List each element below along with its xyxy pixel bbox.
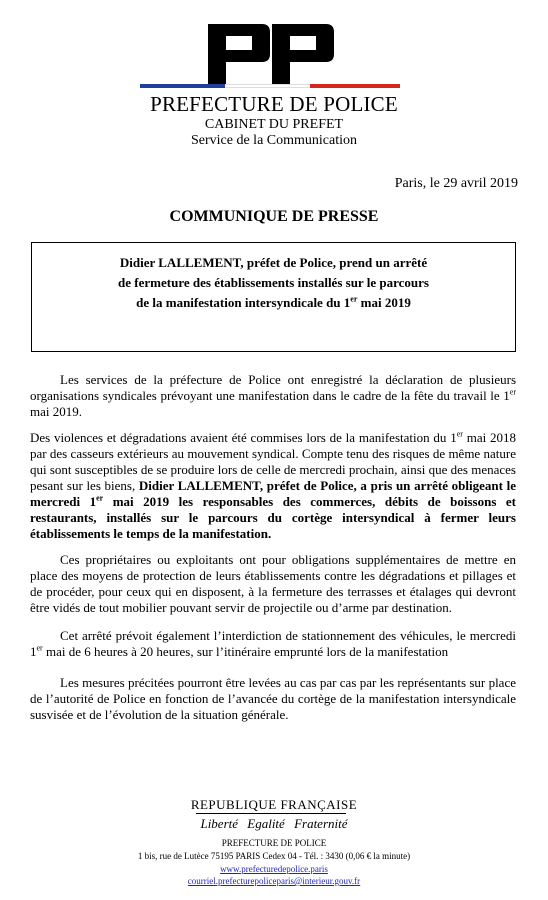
press-release-title: COMMUNIQUE DE PRESSE xyxy=(169,208,379,225)
logo-pp-mark xyxy=(208,24,334,86)
footer-divider xyxy=(196,813,346,814)
paragraph-3: Ces propriétaires ou exploitants ont pour obligations supplémentaires de mettre en place des moyens de protection de leurs établissements contre les dégradations et pillages et de procéder, pour ceux qui en disposent, à la fermeture des terrasses et étalages qui devront être vidés de tout mobilier pouvant servir de projectile ou d’arme par destination. xyxy=(30,552,516,615)
prefecture-logo xyxy=(204,20,334,90)
headline-line-1: Didier LALLEMENT, préfet de Police, prend un arrêté xyxy=(119,255,428,270)
footer-email-link[interactable]: courriel.prefecturepoliceparis@interieur.gouv.fr xyxy=(187,876,361,886)
paragraph-1-text: Les services de la préfecture de Police ont enregistré la déclaration de plusieurs organisations syndicales prévoyant une manifestation dans le cadre de la fête du travail le 1 xyxy=(30,372,516,403)
superscript: er xyxy=(509,387,516,397)
paragraph-4 xyxy=(30,628,516,660)
footer-republic: REPUBLIQUE FRANÇAISE xyxy=(190,797,358,812)
superscript: er xyxy=(36,643,43,653)
headline-box xyxy=(31,242,516,352)
tricolor-white-band xyxy=(225,84,310,88)
document-date: Paris, le 29 avril 2019 xyxy=(394,176,518,191)
superscript: er xyxy=(456,429,463,439)
paragraph-1-end: mai 2019. xyxy=(30,404,82,419)
headline-line-3 xyxy=(32,293,515,313)
paragraph-4-text: Cet arrêté prévoit également l’interdiction de stationnement des véhicules, le mercredi 1 xyxy=(30,628,516,659)
headline-line-2: de fermeture des établissements installés sur le parcours xyxy=(118,275,429,290)
tricolor-red-band xyxy=(310,84,400,88)
superscript: er xyxy=(96,493,104,503)
paragraph-2-bold-end: mai 2019 les responsables des commerces, débits de boissons et restaurants, installés sur le parcours du cortège intersyndical à fermer leurs établissements le temps de la manifestation. xyxy=(30,494,516,541)
institution-name: PREFECTURE DE POLICE xyxy=(150,92,398,116)
tricolor-blue-band xyxy=(140,84,225,88)
footer-motto: Liberté Egalité Fraternité xyxy=(200,816,348,831)
footer-org: PREFECTURE DE POLICE xyxy=(221,838,327,848)
paragraph-2-mid: mai 2018 par des casseurs extérieurs au mouvement syndical. Compte tenu des risques de même nature qui sont susceptibles de se produire lors de celle de mercredi prochain, ainsi que des menaces pesant sur les biens, xyxy=(30,430,516,493)
cabinet-name: CABINET DU PREFET xyxy=(204,117,344,132)
footer-website-link[interactable]: www.prefecturedepolice.paris xyxy=(220,864,328,874)
superscript: er xyxy=(350,294,358,304)
footer-address: 1 bis, rue de Lutèce 75195 PARIS Cedex 04 - Tél. : 3430 (0,06 € la minute) xyxy=(137,851,411,861)
service-name: Service de la Communication xyxy=(190,133,357,148)
paragraph-2-text: Des violences et dégradations avaient été commises lors de la manifestation du 1 xyxy=(30,430,457,445)
paragraph-4-end: mai de 6 heures à 20 heures, sur l’itinéraire emprunté lors de la manifestation xyxy=(42,644,449,659)
headline-line-3-end: mai 2019 xyxy=(357,295,411,310)
paragraph-2 xyxy=(30,430,516,542)
headline-line-3-text: de la manifestation intersyndicale du 1 xyxy=(136,295,351,310)
paragraph-5: Les mesures précitées pourront être levées au cas par cas par les représentants sur place de l’autorité de Police en fonction de l’avancée du cortège de la manifestation intersyndicale susvisée et de l’évolution de la situation générale. xyxy=(30,675,516,722)
paragraph-2-bold: Didier LALLEMENT, préfet de Police, a pris un arrêté obligeant le mercredi 1 xyxy=(30,478,516,509)
paragraph-1 xyxy=(30,372,516,420)
